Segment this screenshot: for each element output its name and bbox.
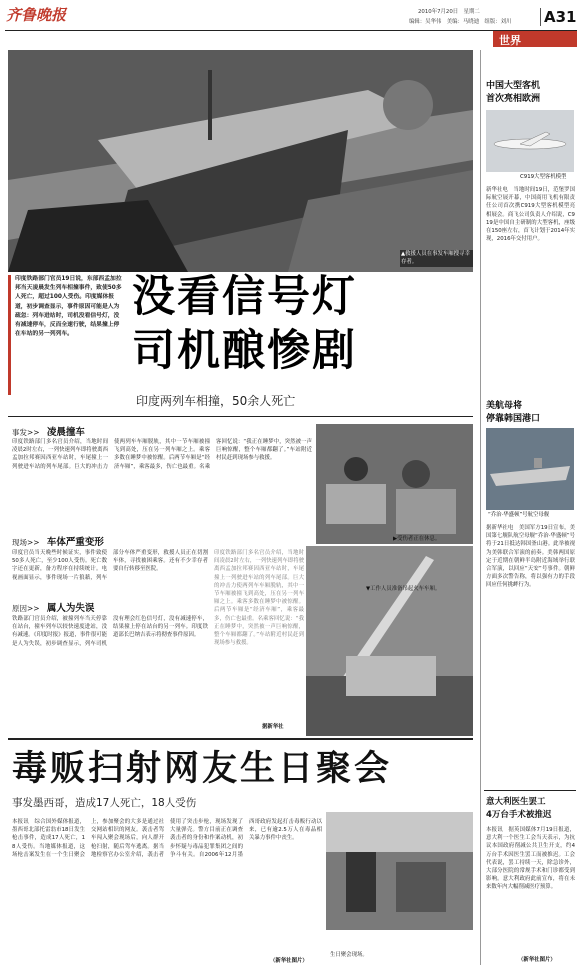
editor-credits: 编辑：吴华伟 美编：马晓迪 组版：刘川 xyxy=(409,19,512,25)
right-story3-title-line1: 意大利医生罢工 xyxy=(486,797,546,807)
subsection-label: 原因>> xyxy=(12,604,40,613)
section-name: 世界 xyxy=(499,34,521,47)
right-story2-title-line1: 美航母将 xyxy=(486,401,523,411)
lead-subheadline: 印度两列车相撞，50余人死亡 xyxy=(136,394,296,408)
right-story1-title-line1: 中国大型客机 xyxy=(486,81,541,91)
subsection-label: 事发>> xyxy=(12,428,40,437)
lead-byline: 据新华社 xyxy=(262,724,284,730)
subsection-cause-heading xyxy=(12,600,94,614)
lead-continuation-text: 印度铁路部门多名官员介绍，当地时间凌晨2时左右，一列快速列车即将驶离西孟加拉邦赛因西亚车站时，车尾撞上一列驶进车站的列车尾部。巨大的冲击力使两列车车厢脱轨，其中一节车厢被撞飞到高处，压在另一列车厢之上。乘客多数在睡梦中被惊醒。后两节车厢是“经济车厢”，乘客最多，伤亡也最重。名乘客回忆说：“我正在睡梦中，突然被一声巨响惊醒，整个车厢都翻了。”车站附近村民赶到现场参与救援。 xyxy=(214,550,304,647)
lead-headline-line2: 司机酿惨剧 xyxy=(132,326,357,376)
right-story3-title-line2: 4万台手术被推迟 xyxy=(486,810,552,820)
issue-date: 2010年7月20日 星期二 xyxy=(418,9,480,15)
wreck-illustration xyxy=(8,50,473,272)
subsection-label: 现场>> xyxy=(12,538,40,547)
right-story1-title xyxy=(486,80,540,106)
aircraft-illustration xyxy=(486,110,574,172)
injured-photo-caption: ▶受伤者正在休息。 xyxy=(393,536,441,542)
lead-photo-caption: ▲救援人员在事发车厢搜寻幸存者。 xyxy=(400,250,473,267)
injured-passengers-photo xyxy=(316,424,473,544)
c919-caption: C919大型客机模型 xyxy=(520,174,567,180)
subsection-occurrence-heading xyxy=(12,424,85,438)
birthday-photo-source: （新华社图片） xyxy=(270,958,308,964)
lead-headline-line1: 没看信号灯 xyxy=(132,272,357,322)
masthead xyxy=(0,0,580,30)
right-story2-text: 据新华社电 美国军方19日宣布，美国第七舰队航空母舰“乔治·华盛顿”号将于21日抵达韩国釜山港。此举被视为美韩联合军演的前奏。美韩两国原定于近期在朝鲜半岛附近海域举行联合军演，以回应“天安”号事件。朝鲜方面多次警告称，将以强有力的手段回应任何挑衅行为。 xyxy=(486,525,575,589)
right-column-divider xyxy=(480,50,481,965)
party-scene-illustration xyxy=(326,812,473,930)
section-bar xyxy=(493,31,577,47)
injured-illustration xyxy=(316,424,473,544)
second-story-text: 本报讯 综合国外媒体报道，墨西哥北部托雷翁市18日发生枪击事件，造成17人死亡，18人受伤。当地媒体报道，这场枪击案发生在一个生日聚会上，参加聚会的大多是通过社交网站相识的网友。袭击者驾车闯入聚会现场后，向人群开枪扫射，随后驾车逃离。据当地检察官办公室介绍，袭击者使用了突击步枪，现场发现了大量弹壳。警方目前正在调查袭击者的身份和作案动机，初步怀疑与毒品犯罪集团之间的争斗有关。自2006年12月墨西哥政府发起打击毒贩行动以来，已有逾2.5万人在毒品相关暴力事件中丧生。 xyxy=(12,819,322,858)
crane-photo-caption: ▼工作人员准备吊起火车车厢。 xyxy=(366,586,441,592)
right-story2-title-line2: 停靠韩国港口 xyxy=(486,414,541,424)
crane-illustration xyxy=(306,546,473,736)
lead-summary: 印度铁路部门官员19日说，东部西孟加拉邦当天凌晨发生列车相撞事件，致使50多人死亡，超过100人受伤。印度媒体报道，初步调查显示，事件原因可能是人为疏忽：列车进站时，司机没看信号灯，没有减速停车，反而全速行驶，结果撞上停在车站的另一列列车。 xyxy=(15,276,122,338)
crane-lifting-photo xyxy=(306,546,473,736)
second-headline: 毒贩扫射网友生日聚会 xyxy=(12,749,393,789)
subsection-title: 凌晨撞车 xyxy=(46,427,85,438)
right-story1-text: 新华社电 当地时间19日，范堡罗国际航空展开幕，中国商用飞机有限责任公司首次携C919大型客机模型亮相展会。商飞公司负责人介绍说，C919是中国自主研制的大型客机，座级在150座左右，首飞计划于2014年实现，2016年交付用户。 xyxy=(486,187,575,243)
right-story2-title xyxy=(486,400,540,426)
aircraft-carrier-photo xyxy=(486,428,574,510)
subsection-cause-text: 铁路部门官员介绍，被撞列车当天停靠在站台，撞车列车以较快速度进站，没有减速。《印度时报》报道，事件很可能是人为失误，初步调查显示，列车司机没有理会红色信号灯，没有减速停车，结果撞上停在站台的另一列车。印度铁道部长巴纳吉表示将彻查事件原因。 xyxy=(12,616,208,647)
right-story1-title-line2: 首次亮相欧洲 xyxy=(486,94,541,104)
page-number: A31 xyxy=(540,8,576,26)
right-story3-text: 本报讯 据英国媒体7月19日报道，意大利一个医生工会当天表示，为抗议本国政府削减公共卫生开支，约4万台手术因医生罢工而被推迟。工会代表说，罢工持续一天，除急诊外，大部分医院的常规手术和门诊都受到影响。意大利政府此前宣布，将在未来数年内大幅削减医疗预算。 xyxy=(486,827,575,891)
birthday-photo-caption: 生日聚会现场。 xyxy=(330,952,368,958)
right-story3-title xyxy=(486,796,551,822)
subsection-title: 属人为失误 xyxy=(46,603,95,614)
subsection-scene-text: 印度官员当天晚些时候证实，事件致使50多人死亡，至少100人受伤。死亡数字还在更新，备方程序在持续统计。电视画面显示，事件现场一片狼藉，列车部分车体严重变形，救援人员正在切割车体，寻找被困乘客。还有不少幸存者要自行转移至医院。 xyxy=(12,550,208,581)
lead-summary-box xyxy=(8,275,124,395)
carrier-illustration xyxy=(486,428,574,510)
subsection-occurrence-text: 印度铁路部门多名官员介绍，当地时间凌晨2时左右，一列快速列车即将驶离西孟加拉邦赛因西亚车站时，车尾撞上一列驶进车站的列车尾部。巨大的冲击力使两列车车厢脱轨，其中一节车厢被撞飞到高处，压在另一列车厢之上。乘客多数在睡梦中被惊醒。后两节车厢是“经济车厢”，乘客最多，伤亡也最重。名乘客回忆说：“我正在睡梦中，突然被一声巨响惊醒，整个车厢都翻了。”车站附近村民赶到现场参与救援。 xyxy=(12,439,312,470)
c919-model-photo xyxy=(486,110,574,172)
carrier-caption: “乔治·华盛顿”号航空母舰 xyxy=(488,512,550,518)
subsection-title: 车体严重变形 xyxy=(46,537,104,548)
right-story3-source: （新华社图片） xyxy=(518,957,556,963)
second-subheadline: 事发墨西哥，造成17人死亡，18人受伤 xyxy=(12,797,197,809)
newspaper-logo: 齐鲁晚报 xyxy=(6,6,67,24)
subsection-scene-heading xyxy=(12,534,104,548)
birthday-party-photo xyxy=(326,812,473,930)
lead-photo-train-wreck xyxy=(8,50,473,272)
